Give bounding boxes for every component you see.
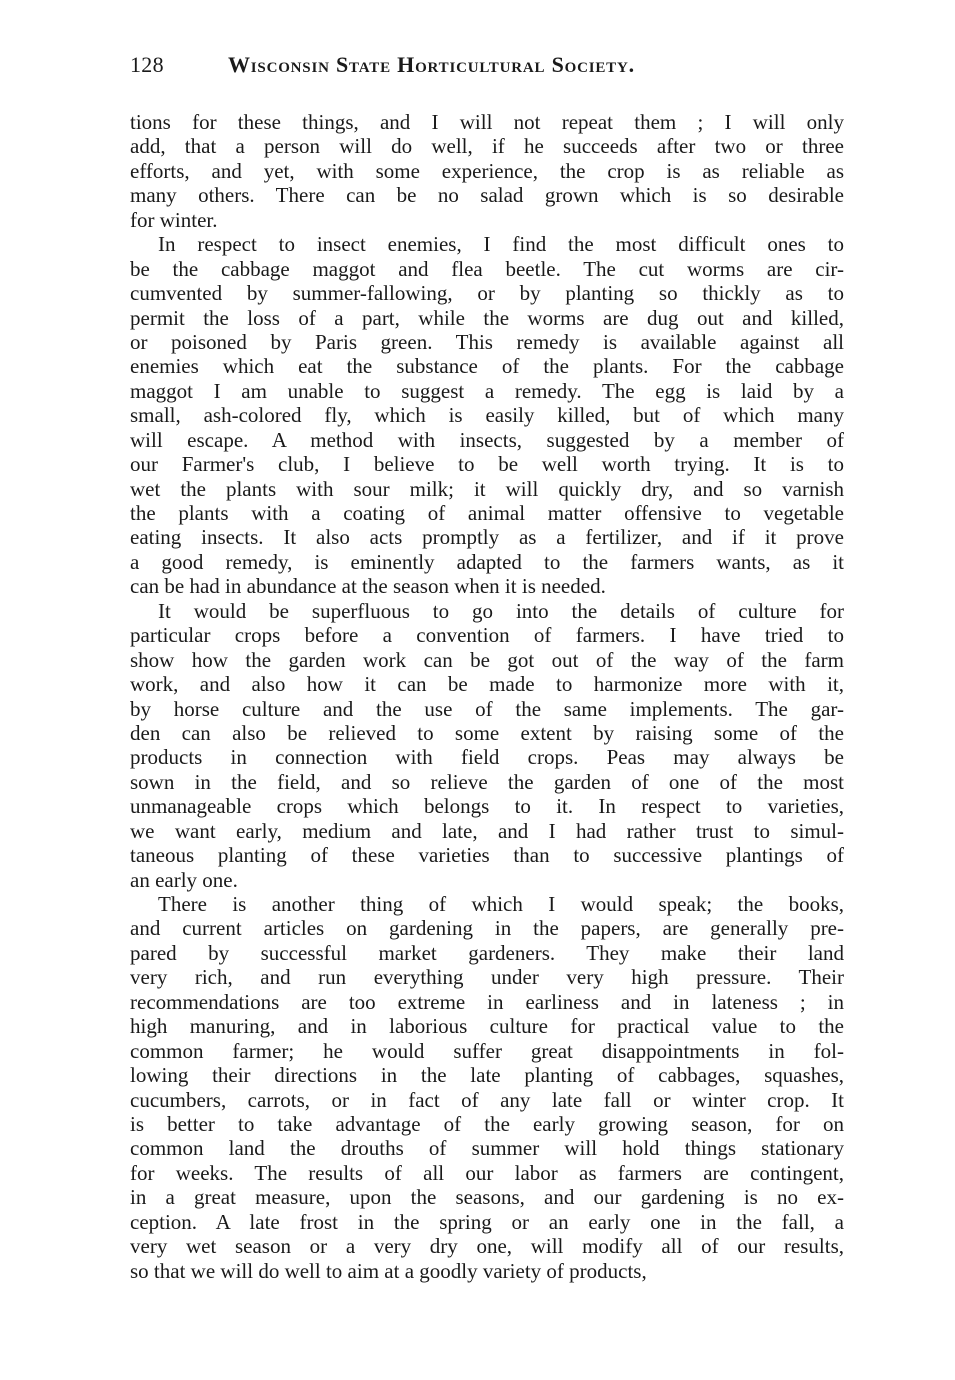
text-line: for winter. [130,207,218,232]
text-line: our Farmer's club, I believe to be well worth trying. It is to [130,452,844,477]
text-line: sown in the field, and so relieve the garden of one of the most [130,769,844,794]
text-line: wet the plants with sour milk; it will quickly dry, and so varnish [130,476,844,501]
text-line: common farmer; he would suffer great disappointments in fol- [130,1038,844,1063]
text-line: many others. There can be no salad grown which is so desirable [130,183,844,208]
text-line: and current articles on gardening in the papers, are generally pre- [130,916,844,941]
text-line: tions for these things, and I will not repeat them ; I will only [130,110,844,134]
text-line: den can also be relieved to some extent by raising some of the [130,720,844,745]
text-line: particular crops before a convention of farmers. I have tried to [130,623,844,648]
text-line: in a great measure, upon the seasons, and our gardening is no ex- [130,1185,844,1210]
text-line: eating insects. It also acts promptly as a fertilizer, and if it prove [130,525,844,550]
text-line: work, and also how it can be made to harmonize more with it, [130,672,844,697]
text-line: recommendations are too extreme in earliness and in lateness ; in [130,989,844,1014]
text-line: show how the garden work can be got out of the way of the farm [130,647,844,672]
text-line: for weeks. The results of all our labor as farmers are contingent, [130,1160,844,1185]
text-line: or poisoned by Paris green. This remedy is available against all [130,329,844,354]
text-line: is better to take advantage of the early growing season, for on [130,1111,844,1136]
text-line: products in connection with field crops. Peas may always be [130,745,844,770]
text-line: add, that a person will do well, if he succeeds after two or three [130,134,844,159]
text-line: very wet season or a very dry one, will modify all of our results, [130,1234,844,1259]
text-line: efforts, and yet, with some experience, the crop is as reliable as [130,158,844,183]
text-line: ception. A late frost in the spring or an early one in the fall, a [130,1209,844,1234]
text-line: an early one. [130,867,238,892]
text-line: be the cabbage maggot and flea beetle. The cut worms are cir- [130,256,844,281]
text-line: taneous planting of these varieties than to successive plantings of [130,843,844,868]
text-line: small, ash-colored fly, which is easily killed, but of which many [130,403,844,428]
text-line: It would be superfluous to go into the details of culture for [158,598,844,623]
body-text [130,110,844,1283]
text-line: maggot I am unable to suggest a remedy. The egg is laid by a [130,378,844,403]
text-line: permit the loss of a part, while the worms are dug out and killed, [130,305,844,330]
page-number: 128 [130,52,164,77]
text-line: pared by successful market gardeners. They make their land [130,940,844,965]
text-line: In respect to insect enemies, I find the most difficult ones to [158,232,844,257]
text-line: There is another thing of which I would speak; the books, [158,892,844,916]
text-line: the plants with a coating of animal matter offensive to vegetable [130,501,844,525]
text-line: so that we will do well to aim at a goodly variety of products, [130,1258,647,1283]
text-line: unmanageable crops which belongs to it. In respect to varieties, [130,794,844,819]
text-line: by horse culture and the use of the same implements. The gar- [130,696,844,721]
running-title: Wisconsin State Horticultural Society. [228,52,635,77]
text-line: high manuring, and in laborious culture for practical value to the [130,1014,844,1039]
text-line: we want early, medium and late, and I had rather trust to simul- [130,818,844,843]
text-line: common land the drouths of summer will hold things stationary [130,1136,844,1161]
running-head [130,52,844,82]
text-line: lowing their directions in the late planting of cabbages, squashes, [130,1063,844,1088]
text-line: enemies which eat the substance of the plants. For the cabbage [130,354,844,379]
text-line: very rich, and run everything under very high pressure. Their [130,965,844,990]
text-line: can be had in abundance at the season when it is needed. [130,574,606,599]
text-line: a good remedy, is eminently adapted to the farmers wants, as it [130,549,844,574]
text-line: cucumbers, carrots, or in fact of any late fall or winter crop. It [130,1087,844,1112]
text-line: cumvented by summer-fallowing, or by planting so thickly as to [130,281,844,306]
text-line: will escape. A method with insects, suggested by a member of [130,427,844,452]
